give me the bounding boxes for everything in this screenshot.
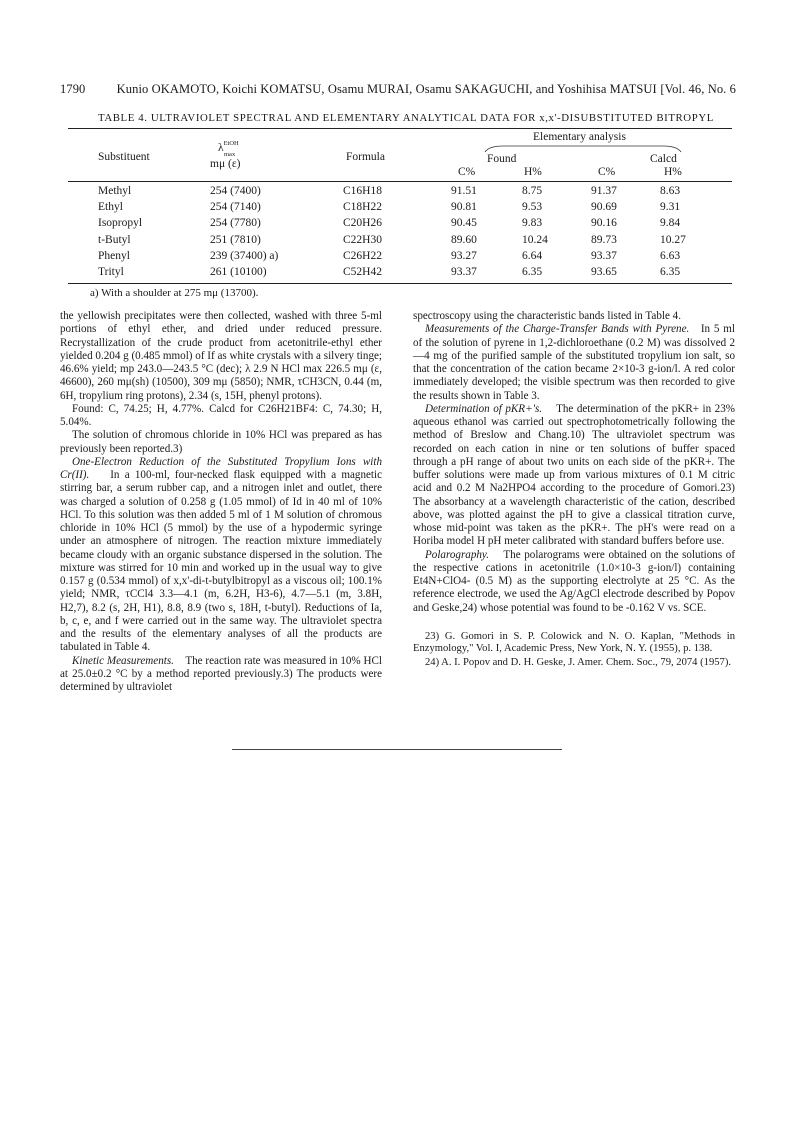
table-cell-calcd-c: 91.37: [591, 185, 617, 197]
heading-kinetic: Kinetic Measurements.: [72, 654, 174, 667]
table-cell-substituent: Ethyl: [98, 201, 123, 214]
table-cell-uv: 254 (7400): [210, 185, 261, 197]
table-cell-found-h: 6.64: [522, 249, 543, 262]
lambda-sup: EtOH: [223, 140, 239, 147]
right-para-3-text: The determination of the pKR+ in 23% aqueous ethanol was carried out spectrophotometrically following the method of Breslow and Chang.10) The ultraviolet spectrum was recorded on each cation in nine or ten solutions of buffer spaced through a pH range of about two units on each side of the pKR+. The buffer solutions were made up from various mixtures of 0.1 M citric acid and 0.2 M Na2HPO4 according to the procedure of Gomori.23) The absorbancy at a wavelength characteristic of the cation, described above, was plotted against the pH to give a classical titration curve, whose mid-point was taken as the pKR+. The pH's were read on a Horiba model H pH meter calibrated with standard buffers before use.: [413, 402, 735, 548]
header-elementary: Elementary analysis: [533, 131, 626, 143]
table-cell-found-c: 89.60: [451, 233, 477, 246]
authors-line: Kunio OKAMOTO, Koichi KOMATSU, Osamu MURAI, Osamu SAKAGUCHI, and Yoshihisa MATSUI: [116, 82, 657, 96]
table-cell-calcd-h: 9.84: [660, 217, 681, 230]
table-cell-found-c: 91.51: [451, 185, 477, 197]
right-para-1: spectroscopy using the characteristic bands listed in Table 4.: [413, 310, 681, 322]
table-cell-formula: C18H22: [343, 201, 382, 214]
table-cell-calcd-c: 90.69: [591, 201, 617, 214]
page-number: 1790: [60, 82, 86, 96]
table-cell-calcd-h: 9.31: [660, 201, 681, 214]
table-cell-uv: 261 (10100): [210, 266, 267, 278]
lambda-sub: max: [224, 151, 236, 158]
table-cell-formula: C20H26: [343, 217, 382, 230]
table-cell-calcd-h: 6.63: [660, 249, 681, 262]
left-para-3: The solution of chromous chloride in 10% HCl was prepared as has previously been reported.3): [60, 429, 382, 455]
lambda-symbol: λ: [218, 142, 224, 154]
left-para-2: Found: C, 74.25; H, 4.77%. Calcd for C26H21BF4: C, 74.30; H, 5.04%.: [60, 402, 382, 428]
table-cell-formula: C22H30: [343, 233, 382, 246]
table-cell-found-h: 10.24: [522, 233, 548, 246]
table-cell-found-c: 90.45: [451, 217, 477, 230]
table-cell-uv: 254 (7780): [210, 217, 261, 230]
right-para-2: [413, 323, 735, 403]
left-para-5: [60, 655, 382, 695]
header-calcd-c: C%: [598, 166, 616, 178]
table-cell-uv: 251 (7810): [210, 233, 261, 246]
header-calcd: Calcd: [650, 153, 677, 165]
table-cell-uv: 239 (37400) a): [210, 249, 279, 262]
table-cell-substituent: Methyl: [98, 185, 132, 197]
table-cell-uv: 254 (7140): [210, 201, 261, 214]
table-cell-found-h: 8.75: [522, 185, 543, 197]
table-footnote: a) With a shoulder at 275 mμ (13700).: [90, 287, 259, 299]
table-cell-found-c: 93.37: [451, 266, 477, 278]
left-para-5-text: The reaction rate was measured in 10% HCl at 25.0±0.2 °C by a method reported previously.3) The products were determined by ultraviolet: [60, 654, 383, 693]
table-cell-calcd-h: 10.27: [660, 233, 686, 246]
references: [413, 623, 735, 670]
reference-24: 24) A. I. Popov and D. H. Geske, J. Amer. Chem. Soc., 79, 2074 (1957).: [425, 656, 732, 668]
header-lambda: [218, 140, 239, 158]
table-cell-substituent: Isopropyl: [98, 217, 143, 230]
right-para-3: [413, 403, 735, 549]
left-para-4-text: In a 100-ml, four-necked flask equipped with a magnetic stirring bar, a serum rubber cap, and a nitrogen inlet and outlet, there was charged a solution of 0.258 g (1.05 mmol) of Id in 40 ml of 10% HCl. To this solution was then added 5 ml of 1 M solution of chromous chloride in 10% HCl (5 mmol) by the use of a hypodermic syringe under an atmosphere of nitrogen. The reaction mixture immediately became cloudy with an organic substance dispersed in the solution. The mixture was stirred for 10 min and worked up in the usual way to give 0.157 g (0.534 mmol) of x,x'-di-t-butylbitropyl as a viscous oil; 100.1% yield; NMR, τCCl4 3.3—4.1 (m, 6.2H, H3-6), 4.7—5.1 (m, 3.8H, H2,7), 8.2 (s, 2H, H1), 8.8, 8.9 (two s, 18H, t-butyl). Reductions of Ia, b, c, e, and f were carried out in the same way. The ultraviolet spectra and the results of the elementary analyses of all the products are tabulated in Table 4.: [60, 469, 383, 654]
table-bottom-rule: [68, 283, 732, 284]
right-para-2-text: In 5 ml of the solution of pyrene in 1,2-dichloroethane (0.2 M) was dissolved 2—4 mg of the purified sample of the substituted tropylium ion salt, so that the concentration of the cation became 2×10-3 g-ion/l. A red color immediately developed; the visible spectrum was then recorded to give the results shown in Table 3.: [413, 323, 736, 402]
heading-charge-transfer: Measurements of the Charge-Transfer Bands with Pyrene.: [425, 323, 690, 336]
volume-info: [Vol. 46, No. 6: [660, 82, 736, 96]
table-cell-calcd-h: 6.35: [660, 266, 681, 278]
table-header-rule: [68, 181, 732, 182]
table-caption: TABLE 4. ULTRAVIOLET SPECTRAL AND ELEMENTARY ANALYTICAL DATA FOR x,x'-DISUBSTITUTED BITROPYL: [98, 112, 714, 124]
header-substituent: Substituent: [98, 151, 150, 163]
right-column: [413, 310, 735, 670]
heading-pkr: Determination of pKR+'s.: [425, 402, 543, 415]
header-formula: Formula: [346, 151, 385, 163]
right-para-4: [413, 549, 735, 615]
table-cell-calcd-c: 93.37: [591, 249, 617, 262]
table-cell-calcd-h: 8.63: [660, 185, 681, 197]
page-end-rule: [232, 749, 562, 750]
table-cell-calcd-c: 93.65: [591, 266, 617, 278]
table-cell-substituent: Phenyl: [98, 249, 130, 262]
table-cell-found-h: 9.83: [522, 217, 543, 230]
table-cell-found-c: 90.81: [451, 201, 477, 214]
table-cell-calcd-c: 90.16: [591, 217, 617, 230]
table-cell-substituent: t-Butyl: [98, 233, 131, 246]
table-cell-found-c: 93.27: [451, 249, 477, 262]
left-column: [60, 310, 382, 694]
left-para-4: [60, 456, 382, 655]
left-para-1: the yellowish precipitates were then collected, washed with three 5-ml portions of ethyl ether, and dried under reduced pressure. Recrystallization of the crude product from acetonitrile-ethyl ether yielded 0.204 g (0.485 mmol) of If as white crystals with a silvery tinge; 46.6% yield; mp 243.0—243.5 °C (dec); λ 2.9 N HCl max 226.5 mμ (ε, 46600), 260 mμ(sh) (10500), 309 mμ (5850); NMR, τCH3CN, 0.44 (m, 6H, tropylium ring protons), 2.34 (s, 15H, phenyl protons).: [60, 310, 382, 402]
heading-one-electron: One-Electron Reduction of the Substituted Tropylium Ions with Cr(II).: [60, 455, 382, 481]
right-para-4-text: The polarograms were obtained on the solutions of the respective cations in acetonitrile (1.0×10-3 g-ion/l) containing Et4N+ClO4- (0.5 M) as the supporting electrolyte at 25 °C. As the reference electrode, we used the Ag/AgCl electrode described by Popov and Geske,24) whose potential was found to be -0.162 V vs. SCE.: [413, 548, 736, 614]
heading-polarography: Polarography.: [425, 548, 489, 561]
table-top-rule: [68, 128, 732, 129]
table-cell-found-h: 9.53: [522, 201, 543, 214]
table-cell-formula: C26H22: [343, 249, 382, 262]
header-found: Found: [487, 153, 517, 165]
table-cell-found-h: 6.35: [522, 266, 543, 278]
table-cell-formula: C16H18: [343, 185, 382, 197]
table-cell-substituent: Trityl: [98, 266, 124, 278]
header-lambda-units: mμ (ε): [210, 158, 241, 170]
table-cell-calcd-c: 89.73: [591, 233, 617, 246]
header-found-h: H%: [524, 166, 542, 178]
header-calcd-h: H%: [664, 166, 682, 178]
running-head: [60, 82, 736, 97]
header-found-c: C%: [458, 166, 476, 178]
table-cell-formula: C52H42: [343, 266, 382, 278]
reference-23: 23) G. Gomori in S. P. Colowick and N. O. Kaplan, "Methods in Enzymology," Vol. I, Academic Press, New York, N. Y. (1955), p. 138.: [413, 630, 735, 655]
